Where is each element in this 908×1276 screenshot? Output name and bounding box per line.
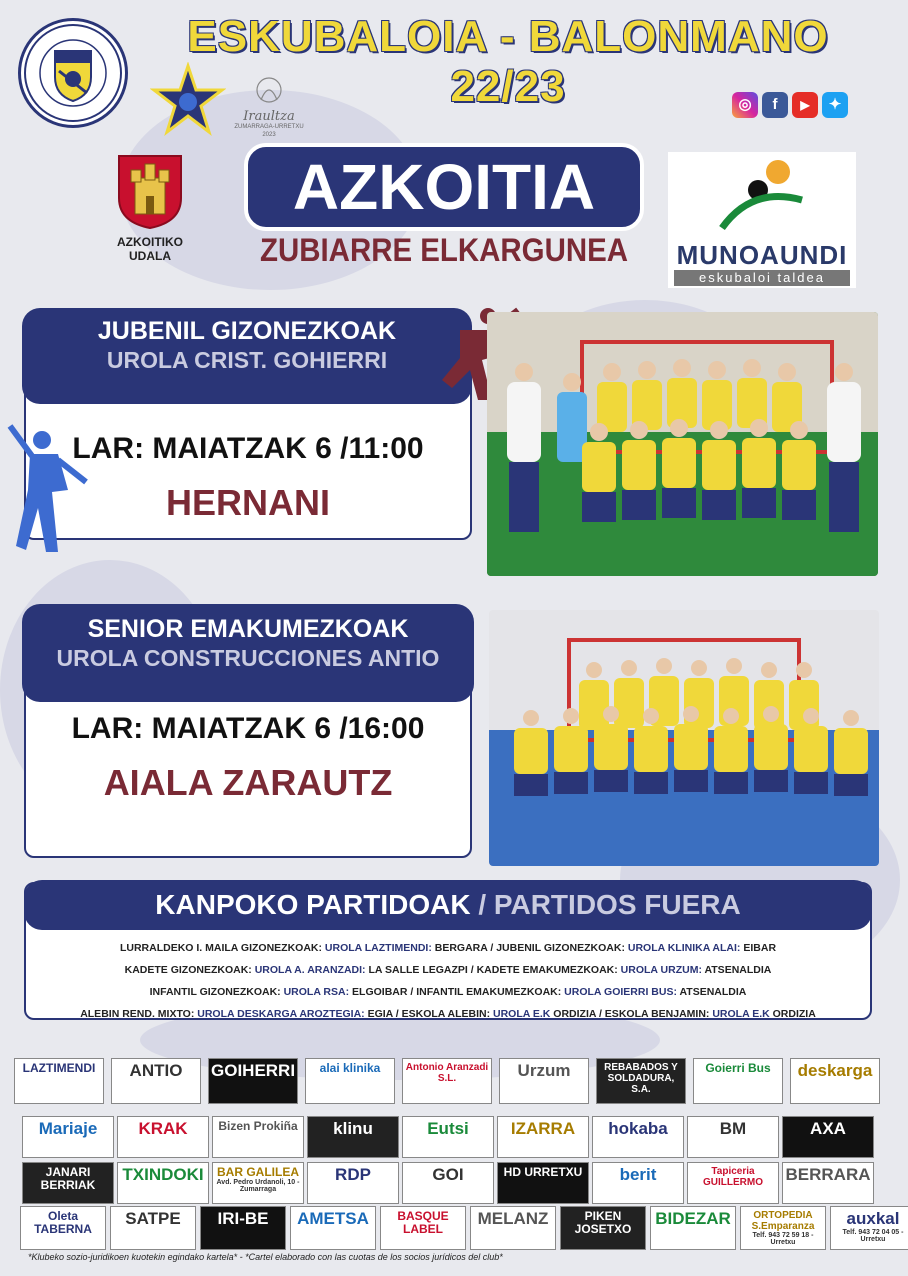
away-game-team: UROLA E.K: [712, 1008, 773, 1020]
away-game-line: [30, 986, 866, 998]
council-line2: UDALA: [129, 249, 171, 263]
city-name: AZKOITIA: [292, 151, 596, 223]
sponsor-name: berit: [619, 1165, 657, 1184]
match-1-header: [22, 308, 472, 404]
away-game-team: UROLA LAZTIMENDI:: [324, 942, 435, 954]
facebook-icon[interactable]: f: [762, 92, 788, 118]
sponsor-logo: [208, 1058, 298, 1104]
sponsor-name: AMETSA: [297, 1209, 369, 1228]
sponsor-detail: Telf. 943 72 04 05 -Urretxu: [842, 1228, 904, 1243]
sponsor-name: ORTOPEDIA S.Emparanza: [751, 1210, 815, 1232]
away-game-text: ATSENALDIA: [704, 964, 772, 976]
away-game-text: ALEBIN REND. MIXTO:: [80, 1008, 198, 1020]
sponsor-name: TXINDOKI: [122, 1165, 204, 1184]
sponsor-name: MELANZ: [477, 1209, 549, 1228]
sponsor-logo: [497, 1162, 589, 1204]
sponsor-detail: Telf. 943 72 59 18 -Urretxu: [752, 1232, 814, 1246]
match-2-date: LAR: MAIATZAK 6 /16:00: [71, 712, 425, 745]
sponsor-name: JANARI BERRIAK: [40, 1165, 96, 1193]
away-game-team: UROLA E.K: [493, 1008, 554, 1020]
sponsor-name: LAZTIMENDI: [22, 1061, 96, 1075]
player-silhouette-icon: [2, 420, 92, 560]
sponsor-name: KRAK: [138, 1119, 188, 1138]
sponsor-logo: [693, 1058, 783, 1104]
iraultza-year: 2023: [262, 132, 276, 138]
sponsor-logo: [402, 1058, 492, 1104]
match-2-header: [22, 604, 474, 702]
sponsor-name: Goierri Bus: [705, 1061, 771, 1075]
council-crest: [112, 152, 188, 263]
sponsor-logo: [687, 1162, 779, 1204]
team-photo-senior: [489, 610, 879, 866]
sponsor-logo: [212, 1116, 304, 1158]
council-shield-icon: [115, 152, 185, 230]
sponsor-logo: [499, 1058, 589, 1104]
sponsor-logo: [307, 1162, 399, 1204]
away-game-line: [30, 1008, 866, 1020]
instagram-icon[interactable]: ◎: [732, 92, 758, 118]
sponsor-name: SATPE: [125, 1209, 181, 1228]
away-game-line: [30, 964, 866, 976]
sponsor-name: RDP: [335, 1165, 371, 1184]
away-game-text: ORDIZIA / ESKOLA BENJAMIN:: [553, 1008, 713, 1020]
sponsor-logo: [596, 1058, 686, 1104]
twitter-icon[interactable]: ✦: [822, 92, 848, 118]
sponsor-name: BERRARA: [785, 1165, 871, 1184]
away-game-text: ORDIZIA: [772, 1008, 816, 1020]
sponsor-logo: [20, 1206, 106, 1250]
sponsor-logo: [212, 1162, 304, 1204]
footer-note: *Klubeko sozio-juridikoen kuotekin egindako kartela* - *Cartel elaborado con las cuotas de los socios jurídicos del club*: [28, 1252, 503, 1262]
away-game-team: UROLA A. ARANZADI:: [254, 964, 369, 976]
sponsor-name: klinu: [333, 1119, 373, 1138]
sponsor-name: AXA: [810, 1119, 846, 1138]
sponsor-logo: [497, 1116, 589, 1158]
sponsor-name: BASQUE LABEL: [397, 1209, 449, 1237]
sponsor-name: deskarga: [797, 1061, 873, 1080]
sponsor-name: HD URRETXU: [503, 1165, 583, 1179]
away-game-text: EGIA / ESKOLA ALEBIN:: [367, 1008, 493, 1020]
away-games-header: [24, 880, 872, 930]
youtube-icon[interactable]: ▶: [792, 92, 818, 118]
sponsor-logo: [402, 1162, 494, 1204]
sponsor-logo: [117, 1162, 209, 1204]
sponsor-name: REBABADOS Y SOLDADURA, S.A.: [604, 1062, 678, 1095]
city-banner: [244, 143, 644, 231]
away-game-team: UROLA GOIERRI BUS:: [564, 986, 680, 998]
away-game-text: ATSENALDIA: [679, 986, 747, 998]
away-game-text: ELGOIBAR / INFANTIL EMAKUMEZKOAK:: [352, 986, 565, 998]
sponsor-logo: [782, 1116, 874, 1158]
away-game-text: BERGARA / JUBENIL GIZONEZKOAK:: [434, 942, 628, 954]
sponsor-name: ANTIO: [129, 1061, 183, 1080]
team-photo-jubenil: [487, 312, 878, 576]
match-1-opponent: HERNANI: [165, 482, 330, 523]
away-game-team: UROLA RSA:: [283, 986, 353, 998]
sponsor-logo: [111, 1058, 201, 1104]
sponsor-logo: [117, 1116, 209, 1158]
sponsor-name: GOI: [432, 1165, 464, 1184]
away-game-text: LURRALDEKO I. MAILA GIZONEZKOAK:: [119, 942, 325, 954]
sponsor-name: IRI-BE: [217, 1209, 269, 1228]
host-club-sub: eskubaloi taldea: [674, 270, 850, 286]
sponsor-name: Urzum: [517, 1061, 571, 1080]
away-game-text: EIBAR: [743, 942, 777, 954]
council-line1: AZKOITIKO: [117, 235, 183, 249]
sponsor-logo: [305, 1058, 395, 1104]
sponsor-logo: [14, 1058, 104, 1104]
sponsor-logo: [22, 1116, 114, 1158]
away-game-text: INFANTIL GIZONEZKOAK:: [149, 986, 284, 998]
club-crest-icon: [21, 21, 125, 125]
sponsor-name: PIKEN JOSETXO: [574, 1209, 632, 1237]
page-title: ESKUBALOIA - BALONMANO 22/23: [187, 12, 829, 111]
sponsor-logo: [687, 1116, 779, 1158]
venue-name: ZUBIARRE ELKARGUNEA: [260, 232, 628, 268]
sponsor-name: BM: [719, 1119, 747, 1138]
sponsor-logo: [110, 1206, 196, 1250]
sponsor-logo: [790, 1058, 880, 1104]
host-club-emblem-icon: [712, 156, 812, 236]
sponsor-name: auxkal: [846, 1209, 900, 1228]
sponsor-detail: Avd. Pedro Urdanoli, 10 - Zumarraga: [216, 1179, 300, 1194]
sponsor-logo: [592, 1116, 684, 1158]
sponsor-name: Antonio Aranzadi S.L.: [405, 1062, 489, 1084]
sponsor-name: Bizen Prokiña: [218, 1119, 298, 1133]
sponsor-name: BAR GALILEA: [217, 1165, 299, 1179]
sponsor-logo: [650, 1206, 736, 1250]
iraultza-sub: ZUMARRAGA-URRETXU: [234, 124, 304, 130]
sponsor-name: GOIHERRI: [211, 1061, 296, 1080]
sponsor-logo: [782, 1162, 874, 1204]
match-2-opponent: AIALA ZARAUTZ: [103, 762, 393, 803]
sponsor-name: alai klinika: [319, 1061, 381, 1075]
sponsor-logo: [592, 1162, 684, 1204]
sponsor-name: Tapiceria GUILLERMO: [703, 1166, 763, 1188]
away-title-sep: /: [470, 889, 494, 920]
sponsor-logo: [402, 1116, 494, 1158]
sponsor-logo: [200, 1206, 286, 1250]
match-1-date: LAR: MAIATZAK 6 /11:00: [72, 432, 424, 465]
away-game-team: UROLA DESKARGA AROZTEGIA:: [197, 1008, 368, 1020]
away-title-eu: KANPOKO PARTIDOAK: [155, 889, 471, 920]
sponsor-name: hokaba: [608, 1119, 668, 1138]
sponsor-logo: [470, 1206, 556, 1250]
match-2-category: SENIOR EMAKUMEZKOAK: [87, 615, 409, 643]
sponsor-logo: [740, 1206, 826, 1250]
sponsor-name: Mariaje: [38, 1119, 98, 1138]
match-1-category: JUBENIL GIZONEZKOAK: [97, 317, 397, 345]
away-game-text: KADETE GIZONEZKOAK:: [124, 964, 255, 976]
sponsor-name: IZARRA: [510, 1119, 576, 1138]
match-1-team: UROLA CRIST. GOHIERRI: [106, 347, 388, 373]
sponsor-logo: [830, 1206, 908, 1250]
sponsor-logo: [307, 1116, 399, 1158]
away-game-team: UROLA KLINIKA ALAI:: [627, 942, 744, 954]
host-club-name: MUNOAUNDI: [676, 240, 848, 270]
away-game-team: UROLA URZUM:: [620, 964, 705, 976]
iraultza-name: Iraultza: [243, 109, 295, 124]
sponsor-logo: [22, 1162, 114, 1204]
sponsor-name: Oleta TABERNA: [34, 1209, 92, 1237]
match-2-team: UROLA CONSTRUCCIONES ANTIO: [56, 645, 440, 671]
host-club-logo: [668, 152, 856, 288]
away-title-es: PARTIDOS FUERA: [493, 889, 741, 920]
sponsor-logo: [560, 1206, 646, 1250]
away-game-line: [30, 942, 866, 954]
sponsor-logo: [380, 1206, 466, 1250]
sponsor-name: Eutsi: [427, 1119, 469, 1138]
sponsor-logo: [290, 1206, 376, 1250]
sponsor-name: BIDEZAR: [655, 1209, 731, 1228]
club-logo: [18, 18, 128, 128]
away-game-text: LA SALLE LEGAZPI / KADETE EMAKUMEZKOAK:: [368, 964, 621, 976]
